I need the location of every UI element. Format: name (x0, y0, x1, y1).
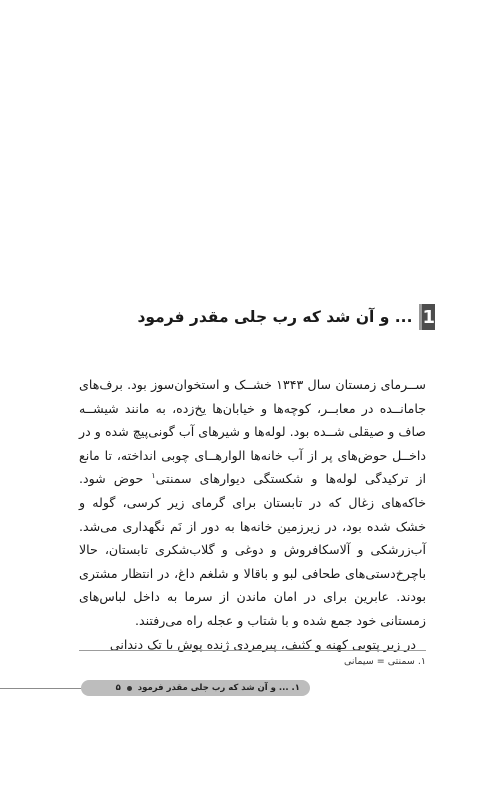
chapter-heading (137, 303, 435, 331)
footnote: ۱. سمنتی = سیمانی (343, 656, 426, 667)
running-footer (81, 680, 310, 696)
running-title: ۱. ... و آن شد که رب جلی مقدر فرمود (137, 683, 300, 693)
bullet-icon (127, 686, 132, 691)
paragraph-text: حوض شود. خاکه‌های زغال که در تابستان برای گرمای زیر کرسی، گوله و خشک شده بود، در زیرزمین خانه‌ها به دور از نَم نگهداری می‌شد. آب‌زرشکی و آلاسکافروش و دوغی و گلاب‌شکری تابستان، حالا باچرخ‌دستی‌های طحافی لبو و باقالا و شلغم داغ، در انتظار مشتری بودند. عابرین برای در امان ماندن از سرما به داخل لباس‌های زمستانی خود جمع شده و با شتاب و عجله راه می‌رفتند. (79, 471, 426, 628)
chapter-number-badge (422, 304, 435, 330)
paragraph (79, 373, 426, 633)
footer-rule (0, 688, 82, 689)
paragraph-text: ســرمای زمستان سال ۱۳۴۳ خشــک و استخوان‌سوز بود. برف‌های جامانــده در معابــر، کوچه‌ها و خیابان‌ها یخ‌زده، به مانند شیشــه صاف و صیقلی شــده بود. لوله‌ها و شیرهای آب گونی‌پیچ شده و در داخــل حوض‌های پر از آب خانه‌ها الوارهــای چوبی انداخته، تا مانع از ترکیدگی لوله‌ها و شکستگی دیوارهای سمنتی (79, 377, 426, 487)
page-number: ۵ (115, 683, 121, 693)
chapter-number: 1 (422, 306, 435, 328)
chapter-title: ... و آن شد که رب جلی مقدر فرمود (137, 308, 413, 326)
body-text (79, 373, 426, 656)
footnote-reference[interactable]: ۱ (151, 471, 156, 481)
paragraph: در زیر پتویی کهنه و کثیف، پیرمردی ژنده پوش با تک دندانی (109, 636, 416, 652)
footnote-separator (79, 650, 426, 651)
